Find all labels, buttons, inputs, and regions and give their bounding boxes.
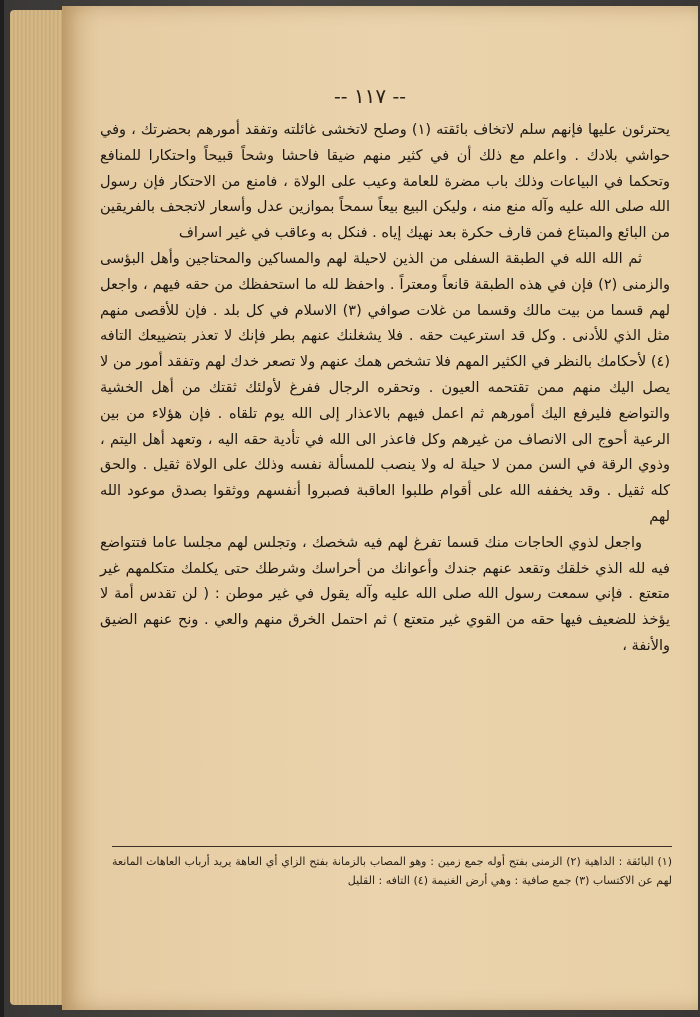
footnote-divider <box>112 846 672 847</box>
footnote: (١) البائقة : الداهية (٢) الزمنى بفتح أوله جمع زمين : وهو المصاب بالزمانة بفتح الزاي أي العاهة يريد أرباب العاهات المانعة لهم عن الاكتساب (٣) جمع صافية : وهي أرض الغنيمة (٤) التافه : القليل <box>112 855 672 887</box>
paragraph: يحترئون عليها فإنهم سلم لاتخاف بائقته (١) وصلح لاتخشى غائلته وتفقد أمورهم بحضرتك ، وفي حواشي بلادك . واعلم مع ذلك أن في كثير منهم ضيقا فاحشا وشحاً قبيحاً واحتكارا للمنافع وتحكما في البياعات وذلك باب مضرة للعامة وعيب على الولاة ، فامنع من الاحتكار فإن رسول الله صلى الله عليه وآله منع منه ، وليكن البيع بيعاً سمحاً بموازين عدل وأسعار لاتجحف بالفريقين من البائع والمبتاع فمن قارف حكرة بعد نهيك إياه . فنكل به وعاقب في غير اسراف <box>100 122 670 242</box>
footnotes <box>112 852 672 890</box>
page-number: -- ١١٧ -- <box>334 84 406 108</box>
paragraph: ثم الله الله في الطبقة السفلى من الذين لاحيلة لهم والمساكين والمحتاجين وأهل البؤسى والزمنى (٢) فإن في هذه الطبقة قانعاً ومعتراً . واحفظ لله ما استحفظك من حقه فيهم ، واجعل لهم قسما من بيت مالك وقسما من غلات صوافي (٣) الاسلام في كل بلد . فإن للأقصى منهم مثل الذي للأدنى . وكل قد استرعيت حقه . فلا يشغلنك عنهم بطر فإنك لا تعذر بتضييعك التافه (٤) لأحكامك بالنظر في الكثير المهم فلا تشخص همك عنهم ولا تصعر خدك لهم وتفقد أمور من لا يصل اليك منهم ممن تقتحمه العيون . وتحقره الرجال ففرغ لأولئك ثقتك من أهل الخشية والتواضع فليرفع اليك أمورهم ثم اعمل فيهم بالاعذار إلى الله يوم تلقاه . فإن هؤلاء من بين الرعية أحوج الى الانصاف من غيرهم وكل فاعذر الى الله في تأدية حقه اليه ، وتعهد أهل اليتم ، وذوي الرقة في السن ممن لا حيلة له ولا ينصب للمسألة نفسه وذلك على الولاة ثقيل . والحق كله ثقيل . وقد يخففه الله على أقوام طلبوا العاقبة فصبروا أنفسهم ووثقوا بصدق موعود الله لهم <box>100 250 671 525</box>
paragraph: واجعل لذوي الحاجات منك قسما تفرغ لهم فيه شخصك ، وتجلس لهم مجلسا عاما فتتواضع فيه لله الذي خلقك وتقعد عنهم جندك وأعوانك من أحراسك وشرطك حتى يكلمك متكلمهم غير متعتع . فإني سمعت رسول الله صلى الله عليه وآله يقول في غير موطن : ( لن تقدس أمة لا يؤخذ للضعيف فيها حقه من القوي غير متعتع ) ثم احتمل الخرق منهم والعي . ونح عنهم الضيق والأنفة ، <box>100 534 670 654</box>
page-stack-edge <box>10 10 70 1005</box>
body-text <box>100 118 670 660</box>
